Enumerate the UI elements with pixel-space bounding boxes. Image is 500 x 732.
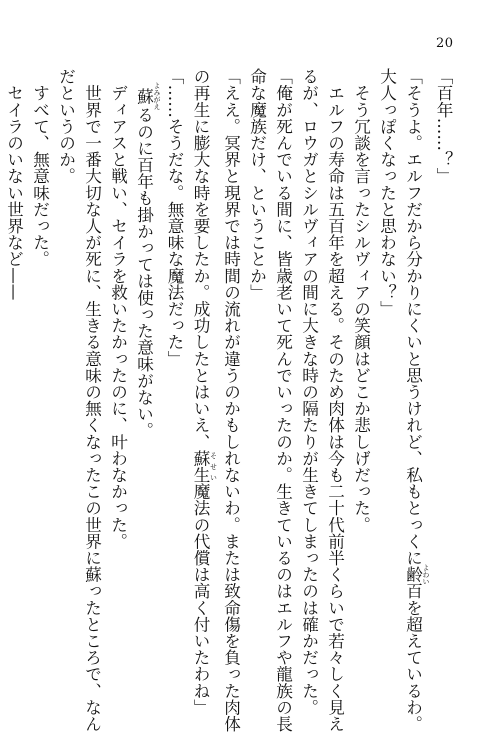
text-run: ディアスと戦い、セイラを救いたかったのに、叶わなかった。 — [108, 68, 128, 550]
page-number: 20 — [436, 36, 454, 51]
ruby-reading: そせい — [209, 449, 218, 484]
text-run: るのに百年も掛かっては使った意味がない。 — [134, 106, 154, 439]
text-line — [400, 68, 431, 732]
text-run: そう冗談を言ったシルヴィアの笑顔はどこか悲しげだった。 — [351, 68, 371, 533]
text-run: 百を超えているわ。 — [403, 582, 423, 732]
text-run: 大人っぽくなったと思わない？」 — [377, 68, 397, 317]
ruby-base: 蘇生 — [191, 449, 210, 484]
text-run: セイラのいない世界など—— — [4, 68, 24, 301]
text-line — [131, 68, 162, 658]
text-line — [187, 68, 218, 716]
text-line — [53, 68, 79, 658]
text-run: 「そうよ。エルフだから分かりにくいと思うけれど、私もとっくに — [403, 68, 423, 566]
ruby-reading: よわい — [422, 563, 430, 585]
text-line — [1, 68, 27, 658]
text-run: 魔法の代償は高く付いたわね」 — [191, 483, 210, 716]
text-run: 「百年……？」 — [434, 68, 453, 185]
text-run: だというのか。 — [56, 68, 76, 185]
ruby-annotation — [191, 449, 218, 484]
text-line — [348, 68, 374, 658]
ruby-base: 齢 — [403, 563, 423, 585]
text-run: 命な魔族だけ、ということか」 — [247, 68, 267, 301]
text-line — [79, 68, 105, 732]
text-line — [105, 68, 131, 658]
vertical-text-body — [4, 68, 456, 732]
ruby-base: 蘇 — [134, 81, 154, 110]
text-run: 「……そうだな。無意味な魔法だった」 — [165, 68, 184, 367]
text-line — [161, 68, 187, 658]
text-run: の再生に膨大な時を要したか。成功したとはいえ、 — [191, 68, 210, 450]
text-run: 「俺が死んでいる間に、皆歳老いて死んでいったのか。生きているのはエルフや龍族の長 — [273, 68, 293, 732]
text-line — [296, 68, 322, 716]
text-line — [270, 68, 296, 732]
ruby-annotation — [403, 563, 430, 585]
ruby-reading: よみがえ — [153, 81, 161, 110]
text-line — [0, 68, 1, 658]
text-line — [322, 68, 348, 732]
text-line — [374, 68, 400, 658]
text-run: るが、ロウガとシルヴィアの間に大きな時の隔たりが生きてしまったのは確かだった。 — [299, 68, 319, 716]
text-run: 世界で一番大切な人が死に、生きる意味の無くなったこの世界に蘇ったところで、なん — [82, 68, 102, 732]
text-line — [430, 68, 456, 658]
ruby-annotation — [134, 81, 161, 110]
text-line — [244, 68, 270, 658]
text-line — [27, 68, 53, 658]
text-run: すべて、無意味だった。 — [30, 68, 50, 268]
text-run: 「ええ。冥界と現界では時間の流れが違うのかもしれないわ。または致命傷を負った肉体 — [221, 68, 241, 732]
text-line — [218, 68, 244, 732]
text-run: エルフの寿命は五百年を超える。そのため肉体は今も二十代前半くらいで若々しく見え — [325, 68, 345, 732]
